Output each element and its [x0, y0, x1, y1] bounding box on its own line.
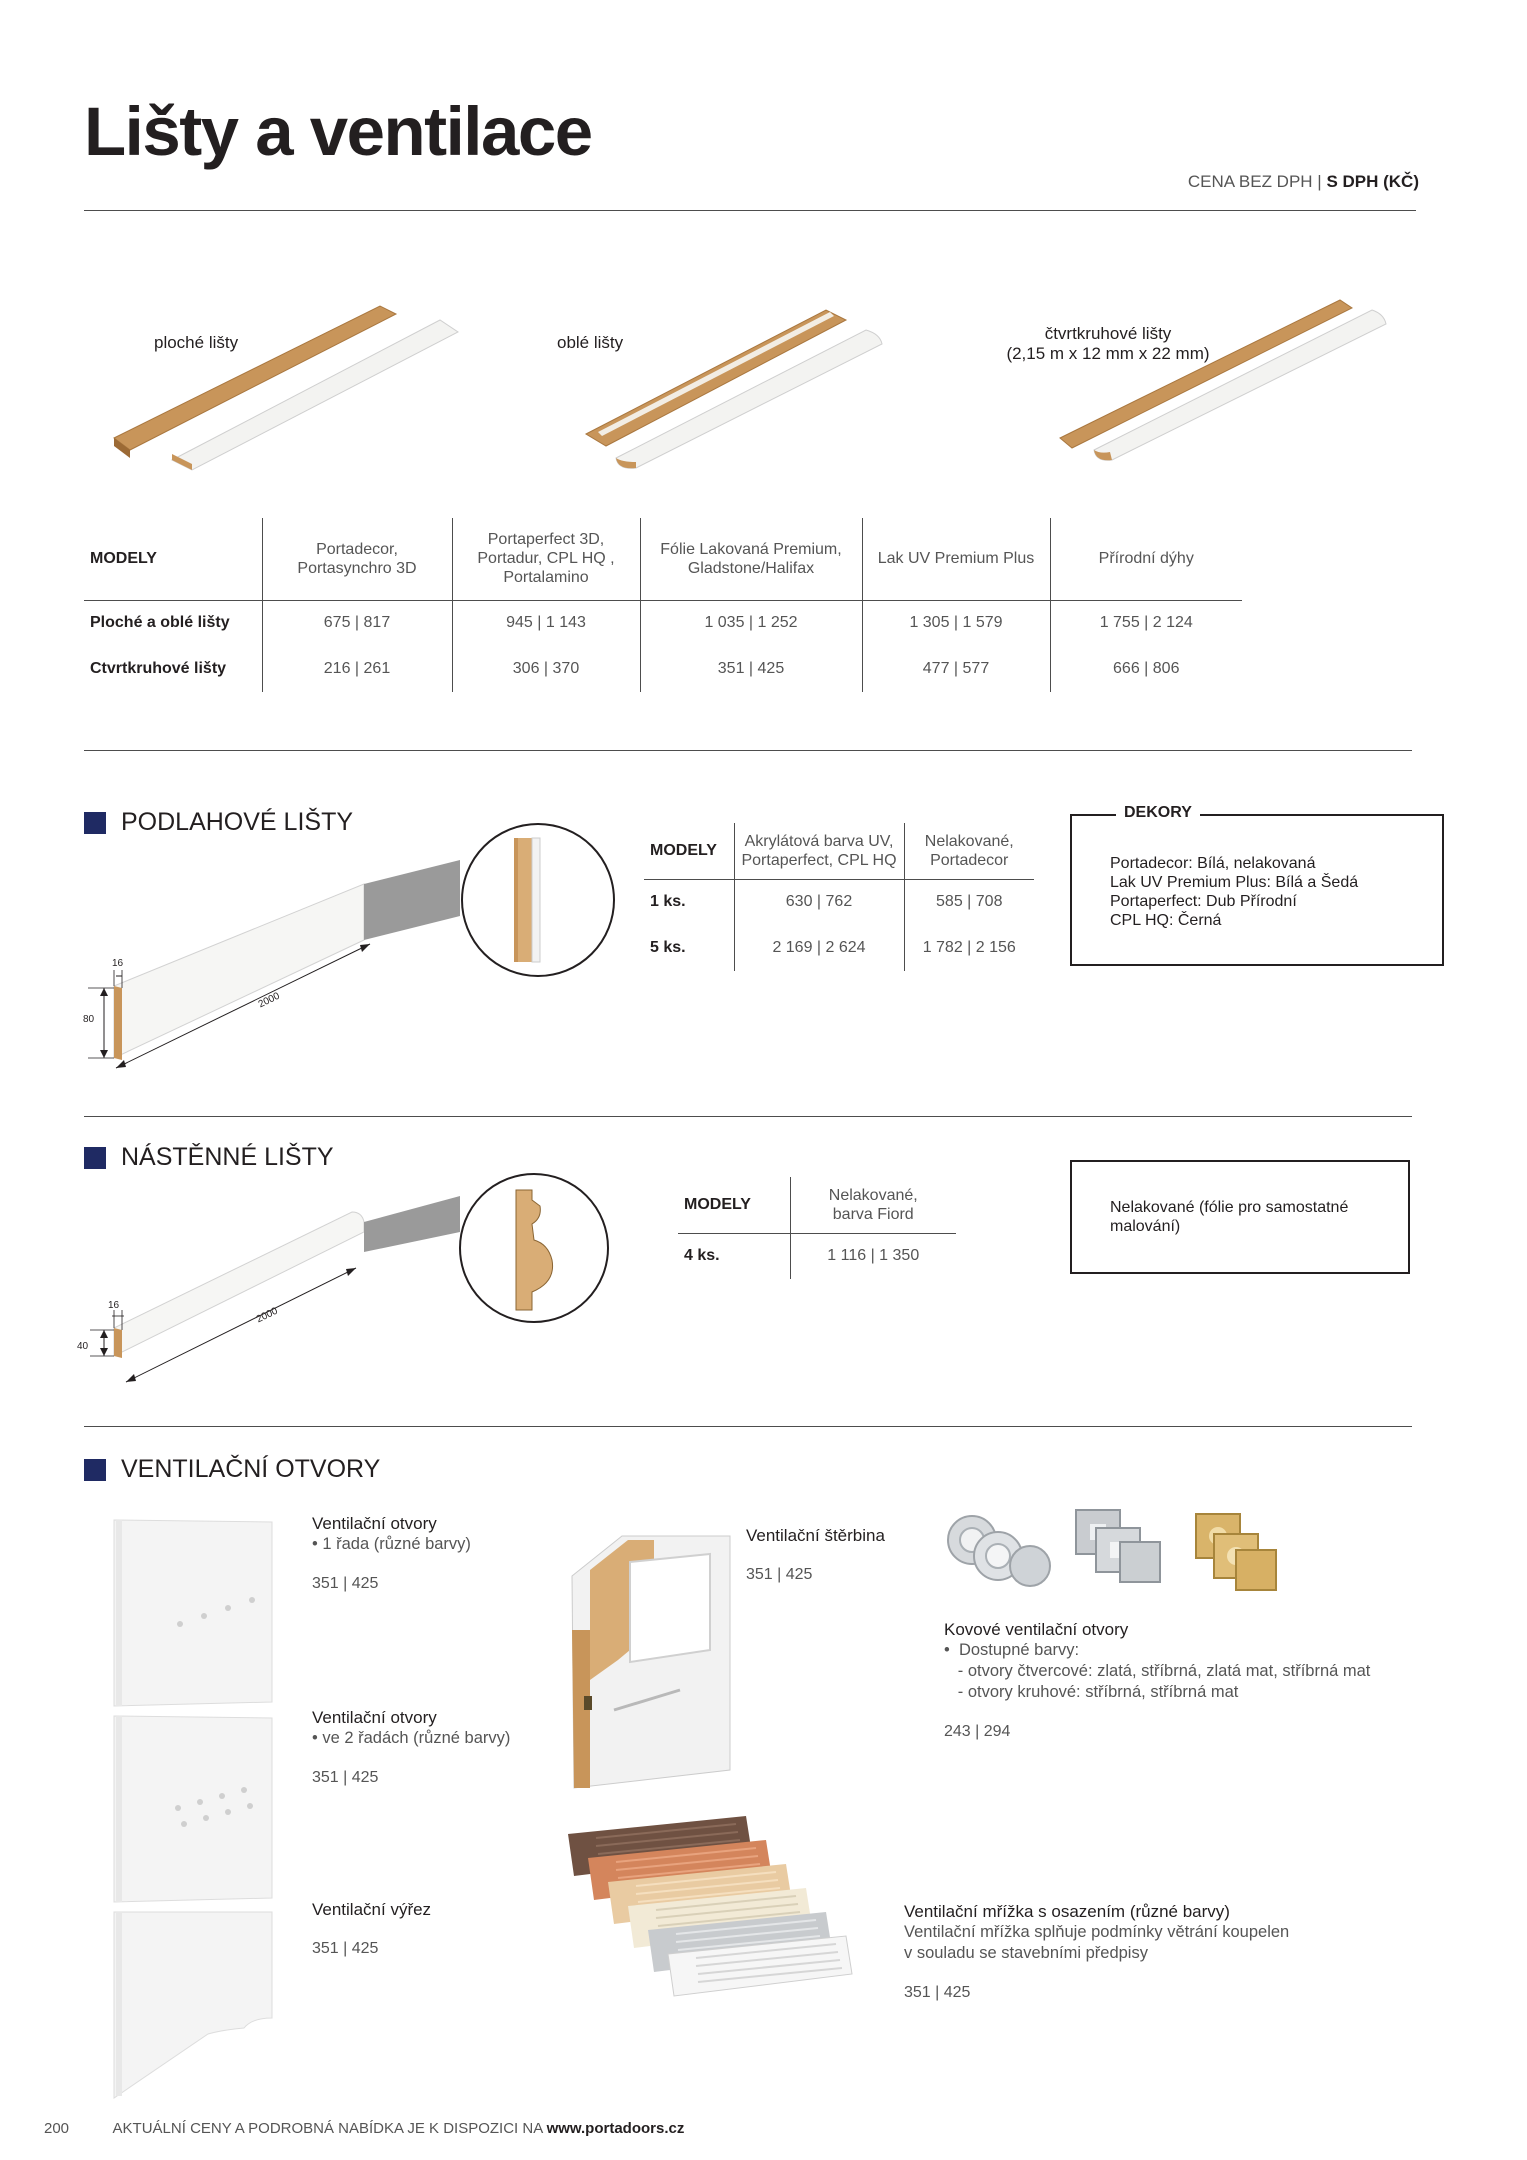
price-cell: 306 | 370	[452, 646, 640, 692]
round-mouldings-image	[550, 300, 910, 470]
quarter-mouldings-image	[1050, 290, 1390, 460]
metal-vents-image	[944, 1500, 1314, 1610]
wall-note-line: malování)	[1110, 1218, 1181, 1235]
floor-col-header: Nelakované, Portadecor	[904, 823, 1034, 879]
dekory-line: Portaperfect: Dub Přírodní	[1110, 893, 1297, 910]
vent-item-line: - otvory kruhové: stříbrná, stříbrná mat	[944, 1683, 1239, 1701]
wall-dim-length: 2000	[254, 1305, 280, 1326]
section-divider	[84, 1116, 1412, 1117]
table-row	[644, 925, 1034, 971]
door-two-row-vents-image	[112, 1712, 272, 1902]
wall-col-header: Nelakované, barva Fiord	[790, 1177, 956, 1233]
section-divider	[84, 750, 1412, 751]
floor-table-corner: MODELY	[644, 823, 734, 879]
wall-table-corner: MODELY	[678, 1177, 790, 1233]
vent-item-one-row	[312, 1514, 471, 1593]
price-cell: 477 | 577	[862, 646, 1050, 692]
wall-dim-height: 40	[77, 1341, 89, 1352]
price-cell: 585 | 708	[904, 879, 1034, 925]
price-cell: 1 782 | 2 156	[904, 925, 1034, 971]
row-label: 5 ks.	[650, 939, 686, 956]
vent-item-price: 243 | 294	[944, 1723, 1011, 1740]
mouldings-col-header: Lak UV Premium Plus	[862, 518, 1050, 600]
floor-col-header: Akrylátová barva UV, Portaperfect, CPL HQ	[734, 823, 904, 879]
wall-profile-zoom	[456, 1170, 612, 1326]
vent-item-price: 351 | 425	[312, 1769, 379, 1786]
dekory-line: Lak UV Premium Plus: Bílá a Šedá	[1110, 874, 1359, 891]
footer	[44, 2120, 684, 2137]
vent-item-price: 351 | 425	[746, 1566, 813, 1583]
vent-item-title: Ventilační štěrbina	[746, 1526, 885, 1545]
floor-price-table	[644, 823, 1034, 971]
vent-item-title: Ventilační výřez	[312, 1900, 432, 1919]
mouldings-table-corner: MODELY	[84, 518, 262, 600]
floor-profile-zoom	[458, 820, 618, 980]
dekory-line: CPL HQ: Černá	[1110, 912, 1222, 929]
price-cell: 351 | 425	[640, 646, 862, 692]
floor-dim-height: 80	[83, 1014, 95, 1025]
vent-item-price: 351 | 425	[904, 1984, 971, 2001]
mouldings-col-header: Portaperfect 3D, Portadur, CPL HQ , Portalamino	[452, 518, 640, 600]
vent-grilles-image	[566, 1814, 886, 2004]
wall-dim-width: 16	[108, 1300, 120, 1311]
price-cell: 216 | 261	[262, 646, 452, 692]
vent-item-line: v souladu se stavebními předpisy	[904, 1944, 1148, 1962]
vent-item-line: - otvory čtvercové: zlatá, stříbrná, zlatá mat, stříbrná mat	[944, 1662, 1371, 1680]
section-marker	[84, 1459, 106, 1481]
dekory-line: Portadecor: Bílá, nelakovaná	[1110, 855, 1316, 872]
vent-item-line: • Dostupné barvy:	[944, 1641, 1080, 1659]
flat-mouldings-image	[110, 300, 470, 470]
price-cell: 1 116 | 1 350	[790, 1233, 956, 1279]
row-label: 1 ks.	[650, 893, 686, 911]
price-cell: 1 035 | 1 252	[640, 600, 862, 646]
label-flat-mouldings: ploché lišty	[154, 333, 239, 352]
price-cell: 675 | 817	[262, 600, 452, 646]
footer-text: AKTUÁLNÍ CENY A PODROBNÁ NABÍDKA JE K DISPOZICI NA	[112, 2120, 547, 2137]
wall-note-box	[1070, 1160, 1410, 1274]
vent-slot-door-image	[570, 1530, 730, 1790]
row-label: Ctvrtkruhové lišty	[90, 660, 227, 677]
mouldings-price-table	[84, 518, 1242, 692]
wall-note-line: Nelakované (fólie pro samostatné	[1110, 1199, 1349, 1216]
vent-item-title: Kovové ventilační otvory	[944, 1620, 1129, 1639]
section-divider	[84, 1426, 1412, 1427]
footer-link[interactable]: www.portadoors.cz	[546, 2120, 685, 2137]
mouldings-col-header: Portadecor, Portasynchro 3D	[262, 518, 452, 600]
vent-item-line: Ventilační mřížka splňuje podmínky větrání koupelen	[904, 1923, 1290, 1941]
vent-item-title: Ventilační otvory	[312, 1708, 437, 1727]
section-title: PODLAHOVÉ LIŠTY	[121, 808, 354, 836]
vent-item-grille	[904, 1902, 1289, 2002]
vent-item-price: 351 | 425	[312, 1575, 379, 1592]
table-row	[644, 879, 1034, 925]
dekory-box	[1070, 804, 1444, 966]
price-cell: 666 | 806	[1050, 646, 1242, 692]
vent-item-metal	[944, 1620, 1370, 1741]
price-cell: 1 755 | 2 124	[1050, 600, 1242, 646]
mouldings-col-header: Přírodní dýhy	[1050, 518, 1242, 600]
vent-item-title: Ventilační otvory	[312, 1514, 437, 1533]
vent-item-cutout	[312, 1900, 431, 1958]
mouldings-col-header: Fólie Lakovaná Premium, Gladstone/Halifax	[640, 518, 862, 600]
label-quarter-size: (2,15 m x 12 mm x 22 mm)	[1006, 344, 1210, 363]
floor-dim-length: 2000	[256, 990, 282, 1011]
door-one-row-vents-image	[112, 1516, 272, 1706]
label-round-mouldings: oblé lišty	[557, 333, 624, 352]
price-note	[1188, 172, 1419, 192]
section-title: NÁSTĚNNÉ LIŠTY	[121, 1143, 334, 1171]
price-cell: 945 | 1 143	[452, 600, 640, 646]
header-rule	[84, 210, 1416, 211]
floor-dim-width: 16	[112, 958, 124, 969]
row-label: 4 ks.	[684, 1247, 720, 1265]
vent-item-line: • 1 řada (různé barvy)	[312, 1535, 471, 1553]
table-row	[84, 646, 1242, 692]
section-heading-vent	[84, 1455, 380, 1484]
vent-item-price: 351 | 425	[312, 1940, 379, 1957]
vent-item-title: Ventilační mřížka s osazením (různé barvy)	[904, 1902, 1230, 1921]
door-cutout-image	[112, 1908, 272, 2098]
page-number: 200	[44, 2120, 70, 2137]
vent-item-two-rows	[312, 1708, 510, 1787]
vent-item-slot	[746, 1526, 885, 1584]
label-quarter-name: čtvrtkruhové lišty	[1044, 324, 1172, 343]
wall-price-table	[678, 1177, 956, 1279]
table-row	[678, 1233, 956, 1279]
dekory-title: DEKORY	[1116, 804, 1200, 822]
price-note-gross: S DPH (KČ)	[1326, 172, 1419, 191]
price-cell: 630 | 762	[734, 879, 904, 925]
table-row	[84, 600, 1242, 646]
price-note-net: CENA BEZ DPH |	[1187, 172, 1327, 191]
price-cell: 1 305 | 1 579	[862, 600, 1050, 646]
price-cell: 2 169 | 2 624	[734, 925, 904, 971]
row-label: Ploché a oblé lišty	[90, 614, 230, 632]
vent-item-line: • ve 2 řadách (různé barvy)	[312, 1729, 511, 1747]
section-title: VENTILAČNÍ OTVORY	[121, 1455, 381, 1483]
page-title: Lišty a ventilace	[84, 93, 592, 170]
